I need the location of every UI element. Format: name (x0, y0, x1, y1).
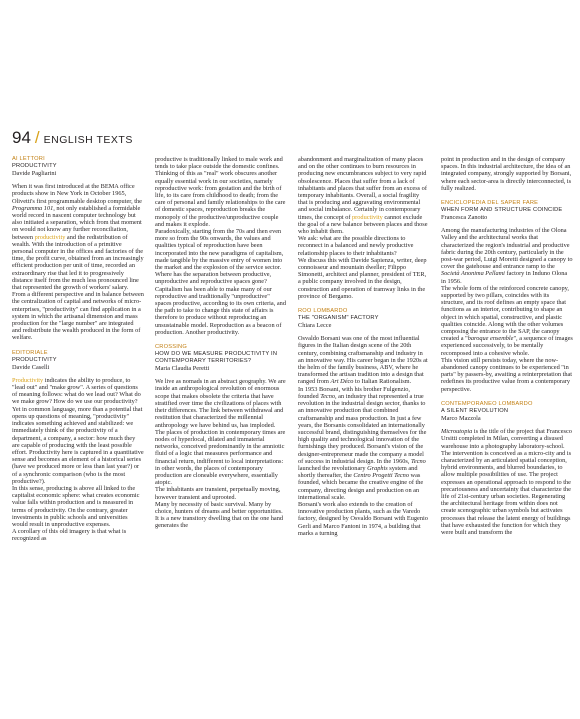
column-3 (298, 156, 430, 714)
article-heading: ROO LOMBARDO (298, 308, 348, 315)
paragraph: We ask: what are the possible directions to reconnect in a balanced and newly productive relationship places to their inhabitants? (298, 235, 414, 257)
paragraph: Among the manufacturing industries of the Olona Valley and the architectural works that characterized the region's industrial and productive fabric during the 20th century, particularly in the post-war period, Luigi Moretti designed a canopy to cover the gatehouse and entrance ramp to the Società Anonima Pellami factory in Induno Olona in 1956. (441, 227, 573, 285)
paragraph: It is a new transitory dwelling that on the one hand generates the (155, 515, 284, 530)
paragraph: In this sense, producing is above all linked to the capitalist economic sphere: what creates economic value falls within production and is measured in terms of productivity. On the contrary, greater investments in public schools and universities would result in unproductive expenses. (12, 484, 140, 528)
article-heading: ENCICLOPEDIA DEL SAPER FARE (441, 200, 539, 207)
paragraph: In 1953 Borsani, with his brother Fulgenzio, founded Tecno, an industry that represented a true revolution in the industrial design sector, thanks to an innovative production that combined craftsmanship and mass production. In just a few years, the Borsanis consolidated an internationally successful brand, distinguishing themselves for the high quality and technological innovation of the furnishings they produced. Borsani's vision of the designer-entrepreneur made the company a model of success in industrial design. In the 1960s, Tecno launched the revolutionary Graphis system and shortly thereafter, the Centro Progetti Tecno was founded, which became the creative engine of the company, directing design and production on an international scale. (298, 385, 427, 501)
paragraph: This vision still persists today, where the now-abandoned canopy continues to be experienced "in parts" by passers-by, awaiting a reinterpretation that redefines its productive value from a contemporary perspective. (441, 356, 573, 393)
article-heading: CONTEMPORANEO LOMBARDO (441, 400, 533, 407)
paragraph: From a different perspective and in balance between the centralization of capital and networks of micro-enterprises, "productivity" can find application in a system in which the artisanal dimension and mass production for the "large number" are integrated and redistribute the wealth produced in the form of welfare. (12, 291, 144, 342)
article-subtitle: PRODUCTIVITY (12, 163, 57, 169)
paragraph: Osvaldo Borsani was one of the most influential figures in the Italian design scene of the 20th century, combining craftsmanship and industry in an innovative way. His career began in the 1920s at the helm of the family business, ABV, where he transformed the artisan tradition into a design that ranged from Art Déco to Italian Rationalism. (298, 335, 428, 386)
column-1 (12, 156, 144, 714)
article-author: Davide Caselli (12, 363, 50, 371)
paragraph: point in production and in the design of company spaces. In this industrial architecture, the idea of an integrated company, strongly supported by Borsani, where each sector-area is directly interconnected, is fully realized. (441, 156, 572, 192)
paragraph: Many by necessity of basic survival. Many by choice, hunters of dreams and better opportunities. (155, 500, 283, 515)
column-2 (155, 156, 287, 714)
paragraph: Where has the separation between productive, unproductive and reproductive spaces gone? Capitalism has been able to make many of our reproductive and traditionally "unproductive" spaces productive, according to its own criteria, and the path to take to change this state of affairs is therefore to produce without reproducing an unsustainable model. Reproduction as a beacon of production. Another productivity. (155, 271, 286, 336)
paragraph: When it was first introduced at the BEMA office products show in New York in October 1965, Olivetti's first programmable desktop computer, the Programma 101, not only established a formidable world record in nascent computer technology but also initiated a separation, which from that moment on would not know any further reconciliation, between productivity and the redistribution of wealth. With the introduction of a primitive personal computer in the offices and factories of the time, the profit curve, obtained from an increasingly efficient production per unit of time, recorded an extraordinary rise that led it to progressively distance itself from the much less pronounced line that represented the growth of workers' salary. (12, 183, 144, 292)
article-subtitle: HOW DO WE MEASURE PRODUCTIVITY IN CONTEMPORARY TERRITORIES? (155, 351, 278, 365)
article-heading: CROSSING (155, 344, 187, 351)
text-columns (12, 156, 574, 714)
page-number: 94 (12, 128, 31, 147)
article-author: Davide Pagliarini (12, 170, 57, 177)
paragraph: The places of production in contemporary times are nodes of hyperlocal, dilated and immaterial networks, conceived predominantly in the amniotic fluid of a logic that measures performance and financial return, indifferent to local interpretations: in other words, the places of contemporary production are cloneable everywhere, essentially atopic. (155, 428, 286, 487)
paragraph: A corollary of this old imagery is that what is recognized as (12, 528, 127, 543)
article-author: Chiara Lecce (298, 322, 332, 330)
article-author: Marco Mazzola (441, 414, 481, 422)
section-title: ENGLISH TEXTS (43, 134, 133, 146)
article-heading: EDITORIALE (12, 349, 48, 356)
paragraph: abandonment and marginalization of many places and on the other continues to burn resources in producing new encumbrances subject to very rapid obsolescence. Places that suffer from a lack of inhabitants and places that suffer from an excess of temporary inhabitants. Overall, a social fragility that is producing and aggravating environmental and social imbalance. Certainly in contemporary times, the concept of productivity cannot exclude the goal of a new balance between places and those who inhabit them. (298, 156, 428, 236)
article-subtitle: PRODUCTIVITY (12, 356, 57, 363)
paragraph: Borsani's work also extends to the creation of innovative production plants, such as the Varedo factory, designed by Osvaldo Borsani with Eugenio Gerli and Marco Fantoni in 1974, a building that marks a turning (298, 500, 428, 537)
article-heading: AI LETTORI (12, 156, 45, 162)
header-separator: / (34, 128, 40, 147)
article-subtitle: WHEN FORM AND STRUCTURE COINCIDE (441, 207, 563, 214)
article-author: Francesca Zanotto (441, 214, 488, 222)
paragraph: The inhabitants are transient, perpetually moving, however transient and uprooted. (155, 486, 281, 501)
page-header (12, 128, 133, 148)
paragraph: The whole form of the reinforced concrete canopy, supported by two pillars, coincides with its structure, and its roof defines an empty space that functions as an interior, contributing to shape an object in which spatial, constructive, and plastic qualities coincide. Along with the other volumes composing the entrance to the SAP, the canopy created a "baroque ensemble", a sequence of images experienced successively, to be mentally recomposed into a cohesive whole. (441, 284, 573, 357)
paragraph: productive is traditionally linked to male work and tends to take place outside the domestic confines. Thinking of this as "real" work obscures another equally essential work in our societies, namely reproductive work: from gestation and the birth of life, to its care from childhood to death; from the care of personal and family relationships to the care of domestic spaces, reproduction breaks the monopoly of the productive/unproductive couple and makes it explode. (155, 156, 286, 228)
column-4 (441, 156, 573, 714)
article-subtitle: A SILENT REVOLUTION (441, 407, 509, 414)
paragraph: Microutopia is the title of the project that Francesco Ursitti completed in Milan, converting a disused warehouse into a photography laboratory-school. The intervention is conceived as a micro-city and is characterized by an articulated spatial conception, hybrid environments, and blurred boundaries, to allow multiple possibilities of use. The project expresses an operational approach to respond to the precariousness and uncertainty that characterize the life of 21st-century urban societies. Regenerating the architectural heritage from within does not create scenographic urban symbols but activates processes that release the latent energy of buildings that have exhausted the function for which they were built and transform the (441, 428, 572, 536)
paragraph: We live as nomads in an abstract geography. We are inside an anthropological revolution of enormous scope that makes obsolete the criteria that have stratified over time the civilizations of places with their differences. The link between withdrawal and restitution that characterized the millennial anthropology we have behind us, has imploded. (155, 378, 286, 429)
paragraph: We discuss this with Davide Sapienza, writer, deep connoisseur and mountain dweller; Filippo Simonetti, architect and planner, president of TER, a public company involved in the design, construction and operation of tramway links in the province of Bergamo. (298, 256, 427, 300)
paragraph: Productivity indicates the ability to produce, to "lead out" and "make grow". A series of questions of meaning follows: what do we lead out? What do we make grow? How do we use our productivity? Yet in common language, more than a potential that opens up questions of meaning, "productivity" indicates something achieved and stabilized: we immediately think of the productivity of a department, a company, a sector: how much they are capable of producing with the least possible effort. Productivity here is captured in a quantitative sense and becomes an element of a historical series (have we produced more or less than last year?) or of a synchronic comparison (who is the most productive?). (12, 376, 144, 485)
article-author: Maria Claudia Peretti (155, 365, 210, 373)
article-subtitle: THE "ORGANISM" FACTORY (298, 315, 379, 322)
paragraph: Paradoxically, starting from the 70s and then even more so from the 90s onwards, the values and qualities typical of reproduction have been incorporated into the new paradigms of capitalism, made tangible by the massive entry of women into the market and the explosion of the service sector. (155, 228, 284, 272)
